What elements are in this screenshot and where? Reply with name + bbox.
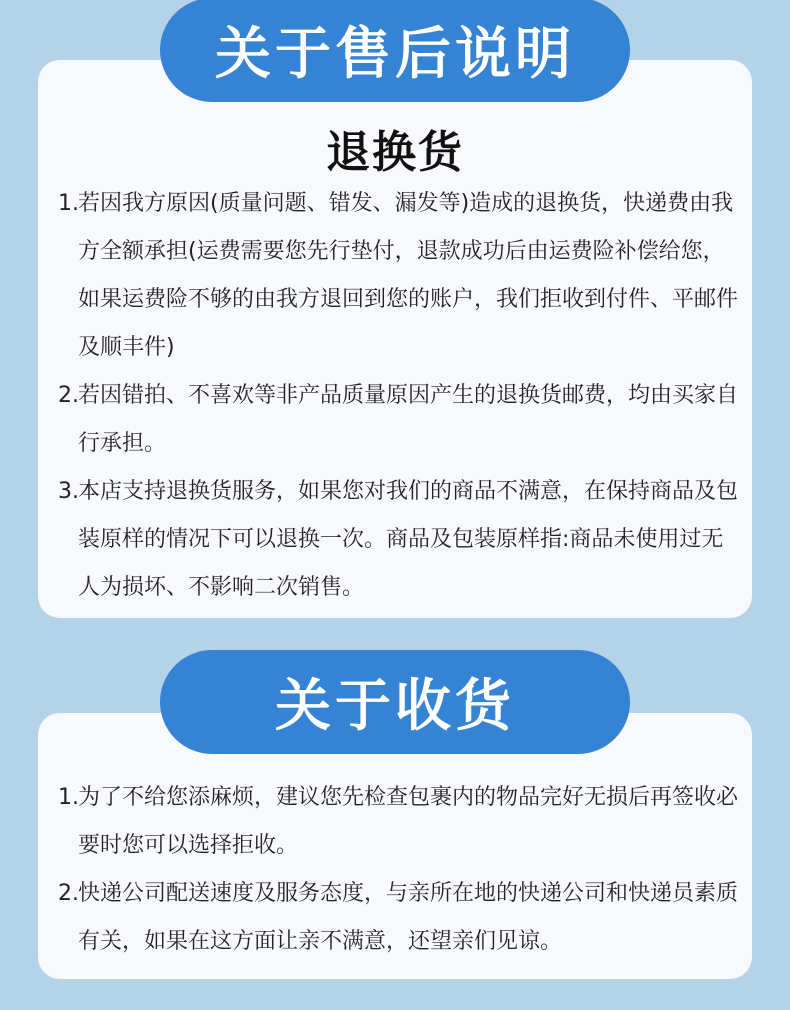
item-text: 为了不给您添麻烦，建议您先检查包裹内的物品完好无损后再签收必要时您可以选择拒收。 bbox=[78, 785, 739, 858]
after-sales-heading: 关于售后说明 bbox=[160, 0, 630, 102]
item-number: 2. bbox=[58, 881, 79, 906]
item-text: 若因我方原因(质量问题、错发、漏发等)造成的退换货，快递费由我方全额承担(运费需要您先行垫付，退款成功后由运费险补偿给您，如果运费险不够的由我方退回到您的账户，我们拒收到付件、平邮件及顺丰件) bbox=[78, 191, 739, 360]
item-text: 本店支持退换货服务，如果您对我们的商品不满意，在保持商品及包装原样的情况下可以退换一次。商品及包装原样指:商品未使用过无人为损坏、不影响二次销售。 bbox=[78, 479, 739, 600]
item-text: 快递公司配送速度及服务态度，与亲所在地的快递公司和快递员素质有关，如果在这方面让亲不满意，还望亲们见谅。 bbox=[78, 881, 739, 954]
returns-policy-list bbox=[58, 180, 738, 612]
item-number: 3. bbox=[58, 479, 79, 504]
receiving-policy-list bbox=[58, 774, 738, 966]
receiving-heading: 关于收货 bbox=[160, 650, 630, 754]
list-item bbox=[58, 870, 738, 966]
list-item bbox=[58, 180, 738, 372]
item-number: 1. bbox=[58, 785, 79, 810]
list-item bbox=[58, 774, 738, 870]
item-number: 1. bbox=[58, 191, 79, 216]
list-item bbox=[58, 372, 738, 468]
item-number: 2. bbox=[58, 383, 79, 408]
list-item bbox=[58, 468, 738, 612]
item-text: 若因错拍、不喜欢等非产品质量原因产生的退换货邮费，均由买家自行承担。 bbox=[78, 383, 739, 456]
returns-subheading: 退换货 bbox=[326, 127, 464, 178]
